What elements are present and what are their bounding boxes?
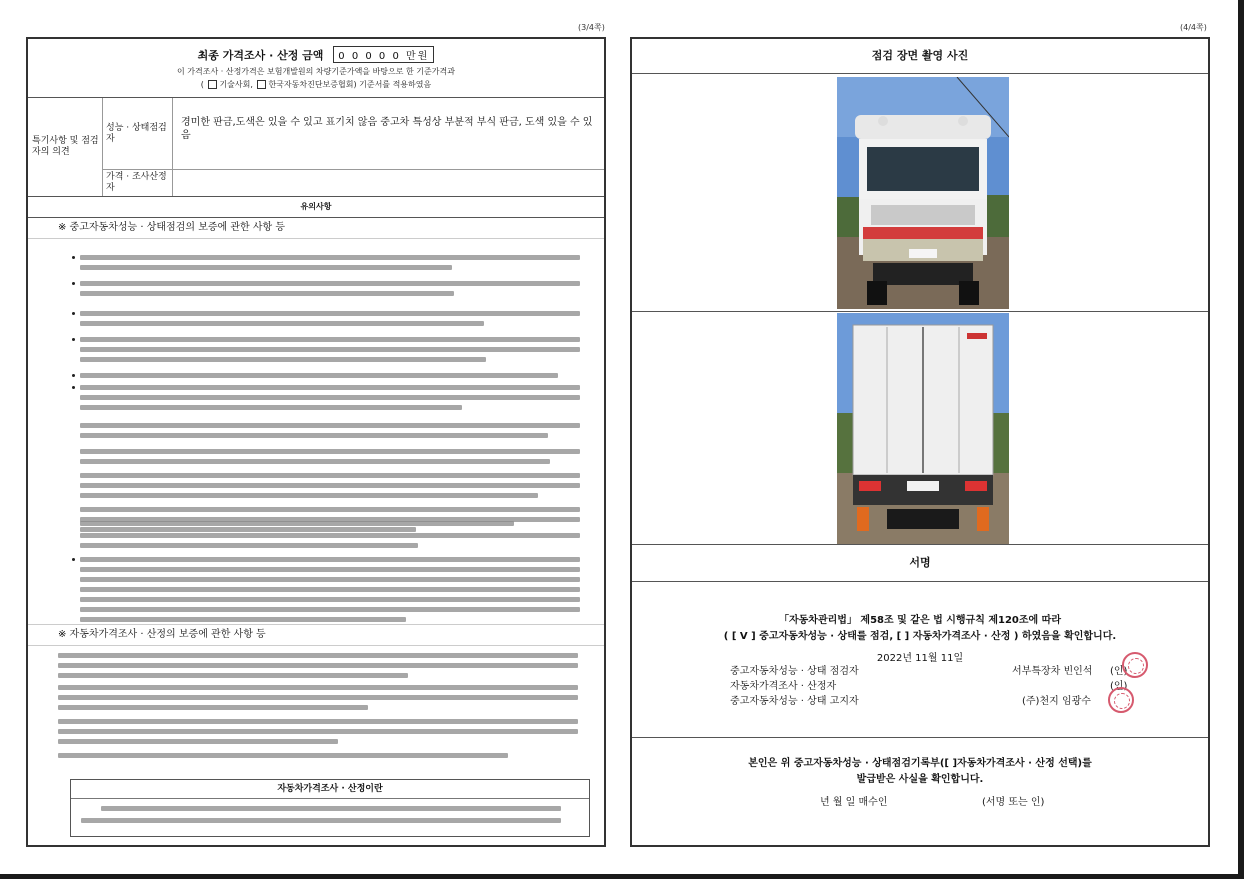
bullet-icon	[72, 338, 75, 341]
fine-print-line	[58, 753, 508, 758]
photo-divider	[632, 311, 1208, 312]
rear-inspection-photo	[837, 313, 1009, 545]
fine-print-line	[58, 685, 578, 690]
definition-title: 자동차가격조사 · 산정이란	[71, 780, 589, 799]
fine-print-line	[58, 739, 338, 744]
fine-print-line	[80, 493, 538, 498]
final-price-label: 최종 가격조사 · 산정 금액	[197, 49, 324, 62]
bullet-icon	[72, 558, 75, 561]
buyer-confirmation-line-2: 발급받은 사실을 확인합니다.	[856, 774, 984, 785]
bullet-icon	[72, 282, 75, 285]
performance-opinion-text: 경미한 판금,도색은 있을 수 있고 표기치 않음 중고차 특성상 부분적 부식 판금, 도색 있을 수 있음	[173, 98, 604, 170]
confirmation-divider	[632, 737, 1208, 738]
buyer-date-line: 년 월 일 매수인	[820, 797, 888, 808]
price-summary-header	[28, 39, 604, 98]
notes-title: 유의사항	[28, 197, 604, 218]
inspector-label: 중고자동차성능 · 상태 점검자	[730, 666, 859, 677]
fine-print-line	[58, 673, 408, 678]
fine-print-line	[80, 473, 580, 478]
inspector-name: 서부특장차 빈인석	[1012, 666, 1093, 677]
window-bottom-border	[0, 874, 1244, 879]
amount-digits: 0 0 0 0 0 만원	[333, 46, 434, 63]
fine-print-line	[80, 459, 550, 464]
fine-print-line	[80, 395, 580, 400]
section-2-title: ※ 자동차가격조사 · 산정의 보증에 관한 사항 등	[28, 624, 604, 646]
signature-date: 2022년 11월 11일	[876, 653, 964, 664]
fine-print-line	[80, 281, 580, 286]
fine-print-line	[80, 617, 406, 622]
fine-print-line	[80, 557, 580, 562]
fine-print-line	[80, 337, 580, 342]
bullet-icon	[72, 386, 75, 389]
fine-print-line	[58, 729, 578, 734]
checkbox-icon	[257, 80, 266, 89]
fine-print-line	[80, 449, 580, 454]
bullet-icon	[72, 256, 75, 259]
opinion-table	[28, 98, 604, 197]
page-number-right: (4/4쪽)	[1180, 23, 1207, 32]
opinion-label: 특기사항 및 점검자의 의견	[28, 98, 103, 196]
page-number-left: (3/4쪽)	[578, 23, 605, 32]
fine-print-line	[80, 483, 580, 488]
price-appraiser-label: 가격 · 조사산정자	[103, 170, 173, 196]
fine-print-line	[80, 265, 452, 270]
definition-text-line	[81, 818, 561, 823]
inspector-seal-icon	[1122, 652, 1148, 678]
window-right-border	[1238, 0, 1244, 879]
buyer-confirmation-line-1: 본인은 위 중고자동차성능 · 상태점검기록부([ ]자동차가격조사 · 산정 선택)를	[748, 758, 1092, 769]
fine-print-line	[80, 577, 580, 582]
price-basis-line-2: ( 기술사회, 한국자동차진단보증협회) 기준서를 적용하였음	[200, 80, 432, 89]
fine-print-line	[80, 255, 580, 260]
checkbox-icon	[208, 80, 217, 89]
fine-print-line	[80, 533, 580, 538]
signature-section-title: 서명	[632, 544, 1208, 582]
fine-print-line	[58, 653, 578, 658]
fine-print-line	[58, 719, 578, 724]
notifier-seal-icon	[1108, 687, 1134, 713]
fine-print-line	[80, 521, 514, 526]
fine-print-line	[80, 405, 462, 410]
fine-print-line	[80, 587, 580, 592]
document-page-left	[26, 37, 606, 847]
fine-print-line	[80, 311, 580, 316]
fine-print-line	[80, 321, 484, 326]
appraiser-label: 자동차가격조사 · 산정자	[730, 681, 837, 692]
basis-option-1: 기술사회,	[219, 80, 253, 89]
fine-print-line	[80, 543, 418, 548]
fine-print-line	[58, 695, 578, 700]
front-inspection-photo	[837, 77, 1009, 309]
section-1-title: ※ 중고자동차성능 · 상태점검의 보증에 관한 사항 등	[28, 218, 604, 239]
fine-print-line	[80, 507, 580, 512]
fine-print-line	[80, 433, 548, 438]
definition-box	[70, 779, 590, 837]
fine-print-line	[80, 373, 558, 378]
inspector-seal-text: (인)	[1110, 666, 1128, 677]
notifier-name: (주)천지 임광수	[1022, 696, 1091, 707]
basis-option-2: 한국자동차진단보증협회) 기준서를 적용하였음	[268, 80, 432, 89]
fine-print-line	[80, 423, 580, 428]
fine-print-line	[80, 567, 580, 572]
bullet-icon	[72, 374, 75, 377]
bullet-icon	[72, 312, 75, 315]
definition-text-line	[101, 806, 561, 811]
photo-section-title: 점검 장면 촬영 사진	[632, 39, 1208, 74]
law-reference-line-1: 「자동차관리법」 제58조 및 같은 법 시행규칙 제120조에 따라	[778, 615, 1062, 626]
appraiser-seal-text: (인)	[1110, 681, 1128, 692]
buyer-signature-field[interactable]: (서명 또는 인)	[982, 797, 1045, 808]
fine-print-line	[58, 663, 578, 668]
fine-print-line	[80, 527, 416, 532]
law-reference-line-2: ( [ V ] 중고자동차성능 · 상태를 점검, [ ] 자동차가격조사 · 산정 ) 하였음을 확인합니다.	[723, 631, 1117, 642]
fine-print-line	[80, 291, 454, 296]
fine-print-line	[80, 357, 486, 362]
performance-inspector-label: 성능 · 상태점검자	[103, 98, 173, 170]
fine-print-line	[80, 347, 580, 352]
document-page-right	[630, 37, 1210, 847]
final-price-title	[28, 46, 604, 63]
fine-print-line	[80, 597, 580, 602]
fine-print-line	[58, 705, 368, 710]
fine-print-line	[80, 385, 580, 390]
price-basis-line-1: 이 가격조사 · 산정가격은 보험개발원의 차량기준가액을 바탕으로 한 기준가격과	[177, 67, 455, 76]
notifier-label: 중고자동차성능 · 상태 고지자	[730, 696, 859, 707]
fine-print-line	[80, 607, 580, 612]
